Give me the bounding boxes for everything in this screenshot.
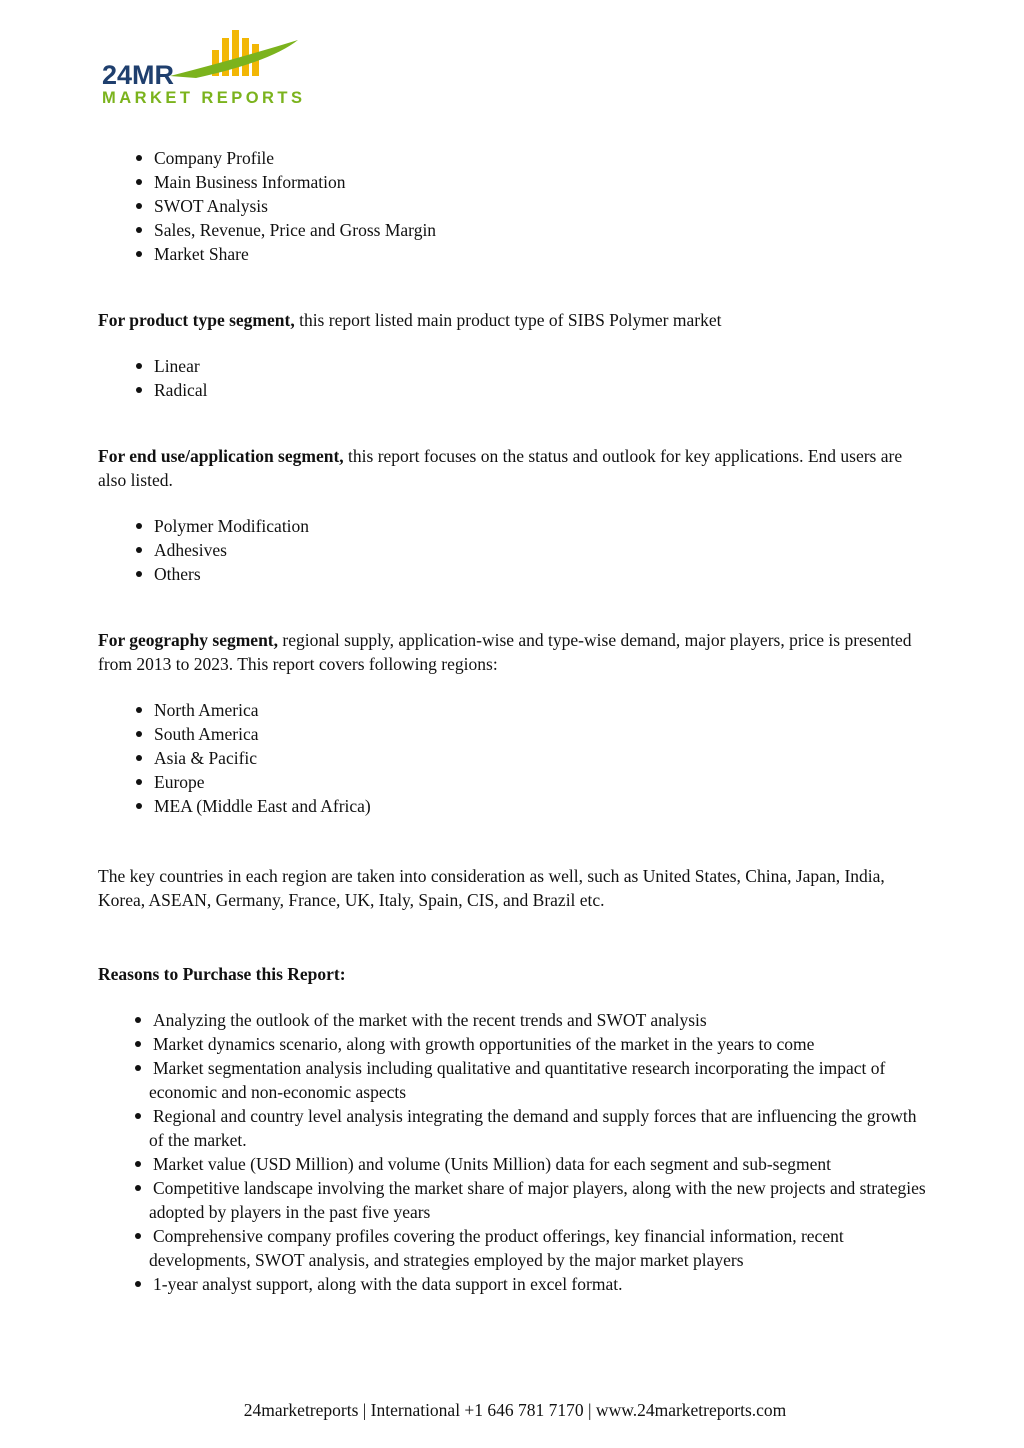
list-item: MEA (Middle East and Africa) xyxy=(154,794,928,818)
list-item: 1-year analyst support, along with the data support in excel format. xyxy=(149,1272,928,1296)
company-list xyxy=(98,146,928,266)
geography-lead: For geography segment, xyxy=(98,630,278,650)
reasons-list xyxy=(98,1008,928,1296)
list-item: Analyzing the outlook of the market with the recent trends and SWOT analysis xyxy=(149,1008,928,1032)
list-item: Regional and country level analysis integrating the demand and supply forces that are influencing the growth of the market. xyxy=(149,1104,928,1152)
application-list xyxy=(98,514,928,586)
list-item: Linear xyxy=(154,354,928,378)
list-item: Europe xyxy=(154,770,928,794)
list-item: Market value (USD Million) and volume (Units Million) data for each segment and sub-segment xyxy=(149,1152,928,1176)
document-body xyxy=(98,146,928,1296)
list-item: Main Business Information xyxy=(154,170,928,194)
list-item: Polymer Modification xyxy=(154,514,928,538)
list-item: South America xyxy=(154,722,928,746)
list-item: SWOT Analysis xyxy=(154,194,928,218)
application-lead: For end use/application segment, xyxy=(98,446,344,466)
product-type-lead: For product type segment, xyxy=(98,310,295,330)
list-item: Sales, Revenue, Price and Gross Margin xyxy=(154,218,928,242)
logo-bar xyxy=(232,30,239,76)
geography-text: regional supply, application-wise and type-wise demand, major players, price is presented from 2013 to 2023. This report covers following regions: xyxy=(98,630,912,674)
list-item: Others xyxy=(154,562,928,586)
company-logo xyxy=(100,28,310,108)
reasons-heading: Reasons to Purchase this Report: xyxy=(98,964,346,984)
page-footer: 24marketreports | International +1 646 781 7170 | www.24marketreports.com xyxy=(243,1400,787,1420)
product-type-paragraph xyxy=(98,308,928,332)
list-item: Market dynamics scenario, along with growth opportunities of the market in the years to come xyxy=(149,1032,928,1056)
application-text: this report focuses on the status and outlook for key applications. End users are also listed. xyxy=(98,446,903,490)
product-type-text: this report listed main product type of SIBS Polymer market xyxy=(294,310,722,330)
list-item: Radical xyxy=(154,378,928,402)
list-item: Market segmentation analysis including qualitative and quantitative research incorporating the impact of economic and non-economic aspects xyxy=(149,1056,928,1104)
list-item: Adhesives xyxy=(154,538,928,562)
list-item: Company Profile xyxy=(154,146,928,170)
geography-paragraph xyxy=(98,628,928,676)
list-item: Market Share xyxy=(154,242,928,266)
logo-bottom-text: MARKET REPORTS xyxy=(102,89,302,107)
geography-list xyxy=(98,698,928,818)
application-paragraph xyxy=(98,444,928,492)
list-item: Competitive landscape involving the market share of major players, along with the new projects and strategies adopted by players in the past five years xyxy=(149,1176,928,1224)
list-item: North America xyxy=(154,698,928,722)
countries-paragraph: The key countries in each region are taken into consideration as well, such as United States, China, Japan, India, Korea, ASEAN, Germany, France, UK, Italy, Spain, CIS, and Brazil etc. xyxy=(98,866,885,910)
logo-top-text: 24MR xyxy=(102,60,175,90)
product-type-list xyxy=(98,354,928,402)
list-item: Asia & Pacific xyxy=(154,746,928,770)
list-item: Comprehensive company profiles covering the product offerings, key financial information, recent developments, SWOT analysis, and strategies employed by the major market players xyxy=(149,1224,928,1272)
